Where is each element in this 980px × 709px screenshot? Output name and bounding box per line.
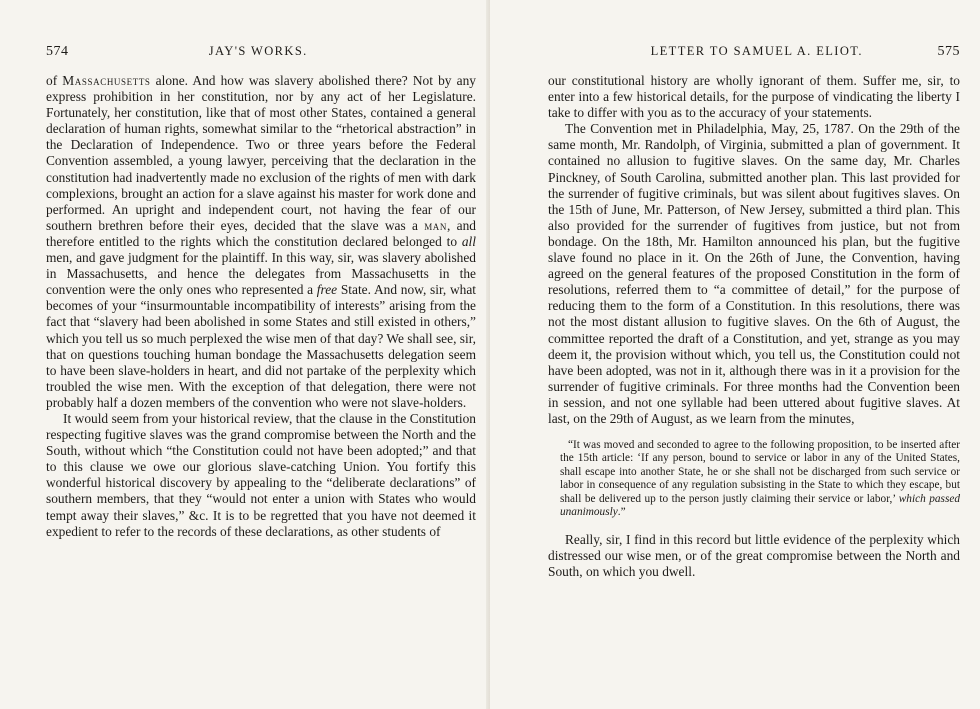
left-body <box>46 73 476 540</box>
left-running-head <box>46 44 476 60</box>
right-paragraph-2: The Convention met in Philadelphia, May, 25, 1787. On the 29th of the same month, Mr. Randolph, of Virginia, submitted a plan of government. It contained no allusion to fugitive slaves. On the same day, Mr. Charles Pinckney, of South Carolina, submitted another plan. This last provided for the surrender of fugitive criminals, but was silent about fugitives slaves. On the 15th of June, Mr. Patterson, of New Jersey, submitted a third plan. This also provided for the surrender of fugitives from justice, but not from bondage. On the 18th, Mr. Hamilton announced his plan, but the fugitive slave found no place in it. On the 26th of June, the Convention, having agreed on the general features of the proposed Constitution in the form of resolutions, referred them to “a committee of detail,” for the purpose of reducing them to the form of a Constitution. In this resolutions, there was not the most distant allusion to fugitive slaves. On the 6th of August, the committee reported the draft of a Constitution, and yet, strange as you may deem it, the provision without which, you tell us, the Constitution could not have been adopted, was not in it, although there was in it a provision for the surrender of fugitive criminals. For three months had the Convention been in session, and not one syllable had been uttered about fugitive slaves. At last, on the 29th of August, as we learn from the minutes, <box>548 121 960 426</box>
quote-close: .” <box>617 506 626 519</box>
italic-run: all <box>461 233 476 249</box>
left-running-title: JAY'S WORKS. <box>208 44 308 58</box>
left-paragraph-2: It would seem from your historical review, that the clause in the Constitution respecting fugitive slaves was the grand compromise between the North and the South, without which “the Constitution could not have been adopted;” and that to this clause we owe our glorious slave-catching Union. You fortify this wonderful historical discovery by appealing to the “deliberate declarations” of southern members, that they “would not enter a union with States who would tempt away their slaves,” &c. It is to be regretted that you have not deemed it expedient to refer to the records of these declarations, as other students of <box>46 410 476 539</box>
text-run: alone. And how was slavery abolished there? Not by any express prohibition in her constitution, nor by any act of her Legislature. Fortunately, her constitution, like that of most other States, contained a general declaration of human rights, somewhat similar to the “rhetorical abstraction” in the Declaration of Independence. Two or three years before the Federal Convention assembled, a young lawyer, perceiving that the declaration in the constitution had inadvertently made no exclusion of the rights of men with dark complexions, brought an action for a slave against his master for work done and performed. An upright and independent court, not having the fear of our southern brethren before their eyes, decided that the slave was a <box>46 73 476 233</box>
right-body <box>548 73 960 580</box>
text-run: State. And now, sir, what becomes of your “insurmountable incompatibility of interests” arising from the fact that “slavery had been abolished in some States and still existed in others,” which you tell us so much perplexed the wise men of that day? We shall see, sir, that on questions touching human bondage the Massachusetts delegation seem to have been slave-holders in heart, and did not partake of the perplexity which troubled the wise men. With the exception of that delegation, there were not probably half a dozen members of the convention who were not slave-holders. <box>46 282 476 410</box>
right-running-title: LETTER TO SAMUEL A. ELIOT. <box>650 44 863 58</box>
quote-text: “It was moved and seconded to agree to the following proposition, to be inserted after the 15th article: ‘If any person, bound to service or labor in any of the United States, shall escape into another State, he or she shall not be discharged from such service or labor in consequence of any regulation subsisting in the State to which they escape, but shall be delivered up to the person justly claiming their service or labor,’ <box>560 439 960 505</box>
right-page <box>490 0 980 709</box>
text-run: men, and gave judgment for the plaintiff. In this way, sir, was slavery abolished in Massachusetts, and hence the delegates from Massachusetts in the convention were the only ones who represented a <box>46 250 476 298</box>
right-paragraph-3: Really, sir, I find in this record but little evidence of the perplexity which distressed our wise men, or of the great compromise between the North and South, on which you dwell. <box>548 531 960 579</box>
text-run: , and therefore entitled to the rights which the constitution declared belonged to <box>46 217 476 249</box>
left-paragraph-1 <box>46 73 476 411</box>
quote-italic: which passed unanimously <box>560 492 961 519</box>
left-page-number: 574 <box>46 44 69 59</box>
right-paragraph-1: our constitutional history are wholly ignorant of them. Suffer me, sir, to enter into a few historical details, for the purpose of vindicating the liberty I take to differ with you as to the accuracy of your statements. <box>548 73 960 121</box>
minutes-quotation <box>548 439 960 519</box>
italic-run: free <box>316 282 338 298</box>
right-page-number: 575 <box>937 44 960 59</box>
small-caps-run: Massachusetts <box>62 73 151 88</box>
text-run: of <box>46 73 63 88</box>
small-caps-run: man <box>424 217 448 233</box>
right-running-head <box>548 44 960 60</box>
